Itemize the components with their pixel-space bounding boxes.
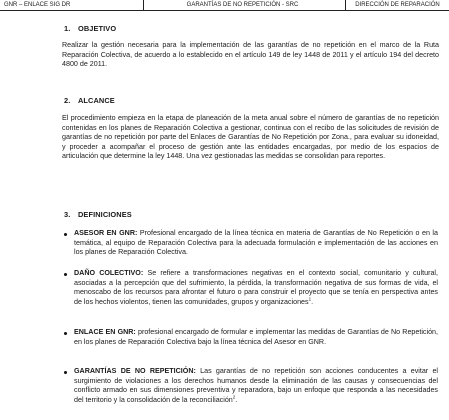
alcance-paragraph: El procedimiento empieza en la etapa de planeación de la meta anual sobre el número de garantías de no repetición contenidas en los planes de Reparación Colectiva a gestionar, continua con el recibo de las solicitudes de revisión de garantías de no repetición por parte del Enlaces de Garantías de No Repetición por Zona., para evaluar su idoneidad, y proceder a acompañar el proceso de gestión ante las entidades encargadas, por medio de los espacios de articulación que determine la ley 1448. Una vez gestionadas las medidas se consolidan para reportes. [62, 114, 439, 161]
header-center-cell: GARANTÍAS DE NO REPETICIÓN - SRC [144, 0, 346, 10]
section-title: DEFINICIONES [78, 210, 132, 219]
section-number: 3. [64, 210, 71, 219]
definition-term: GARANTÍAS DE NO REPETICIÓN: [74, 367, 196, 375]
header-left-cell: GNR – ENLACE SIG DR [0, 0, 144, 10]
bullet-marker [64, 273, 67, 276]
footnote-marker: 2 [232, 394, 236, 400]
section-title: OBJETIVO [78, 24, 117, 33]
definition-text: Profesional encargado de la línea técnica en materia de Garantías de No Repetición o en la temática, al equipo de Reparación Colectiva para la adecuada formulación e implementación de las acciones en los planes de Reparación Colectiva. [74, 229, 438, 257]
definition-item [74, 328, 438, 347]
section-title: ALCANCE [78, 96, 115, 105]
bullet-marker [64, 332, 67, 335]
definition-item [74, 229, 438, 258]
header-right-cell: DIRECCIÓN DE REPARACIÓN [355, 2, 440, 8]
section-heading-objetivo [64, 24, 116, 33]
objetivo-paragraph: Realizar la gestión necesaria para la implementación de las garantías de no repetición en el marco de la Ruta Reparación Colectiva, de acuerdo a lo establecido en el artículo 149 de ley 1448 de 2011 y el artículo 194 del decreto 4800 de 2011. [62, 41, 439, 69]
bullet-marker [64, 233, 67, 236]
section-heading-alcance [64, 96, 115, 105]
section-number: 2. [64, 96, 71, 105]
definition-term: ENLACE EN GNR: [74, 328, 136, 336]
definition-text: Se refiere a transformaciones negativas en el contexto social, comunitario y cultural, asociadas a la percepción que del sufrimiento, la pérdida, la transformación negativa de sus formas de vida, el menoscabo de los recursos para afrontar el futuro o para construir el proyecto que se tenía en perspectiva antes de los hechos violentos, tienen las comunidades, grupos y organizaciones [74, 269, 438, 306]
bullet-marker [64, 371, 67, 374]
definition-term: ASESOR EN GNR: [74, 229, 138, 237]
definition-item: GARANTÍAS DE NO REPETICIÓN: Las garantías de no repetición son acciones conducentes a evitar el surgimiento de violaciones a los derechos humanos desde la eliminación de las causas y consecuencias del conflicto armado en sus dimensiones preventiva y reparadora, bajo un enfoque que responda a las necesidades del territorio y la consolidación de la reconciliación$^2$. [74, 367, 439, 404]
definition-text: profesional encargado de formular e implementar las medidas de Garantías de No Repetición, en los planes de Reparación Colectiva bajo la línea técnica del Asesor en GNR. [74, 328, 439, 346]
footnote-marker: 1 [308, 296, 312, 302]
definition-item: DAÑO COLECTIVO: Se refiere a transformaciones negativas en el contexto social, comunitario y cultural, asociadas a la percepción que del sufrimiento, la pérdida, la transformación negativa de sus formas de vida, el menoscabo de los recursos para afrontar el futuro o para construir el proyecto que se tenía en perspectiva antes de los hechos violentos, tienen las comunidades, grupos y organizaciones$^1$. [74, 269, 438, 306]
definition-term: DAÑO COLECTIVO: [74, 269, 144, 277]
section-heading-definiciones [64, 210, 132, 219]
definition-text: Las garantías de no repetición son acciones conducentes a evitar el surgimiento de violaciones a los derechos humanos desde la eliminación de las causas y consecuencias del conflicto armado en sus dimensiones preventiva y reparadora, bajo un enfoque que responda a las necesidades del territorio y la consolidación de la reconciliación [74, 367, 439, 404]
section-number: 1. [64, 24, 71, 33]
